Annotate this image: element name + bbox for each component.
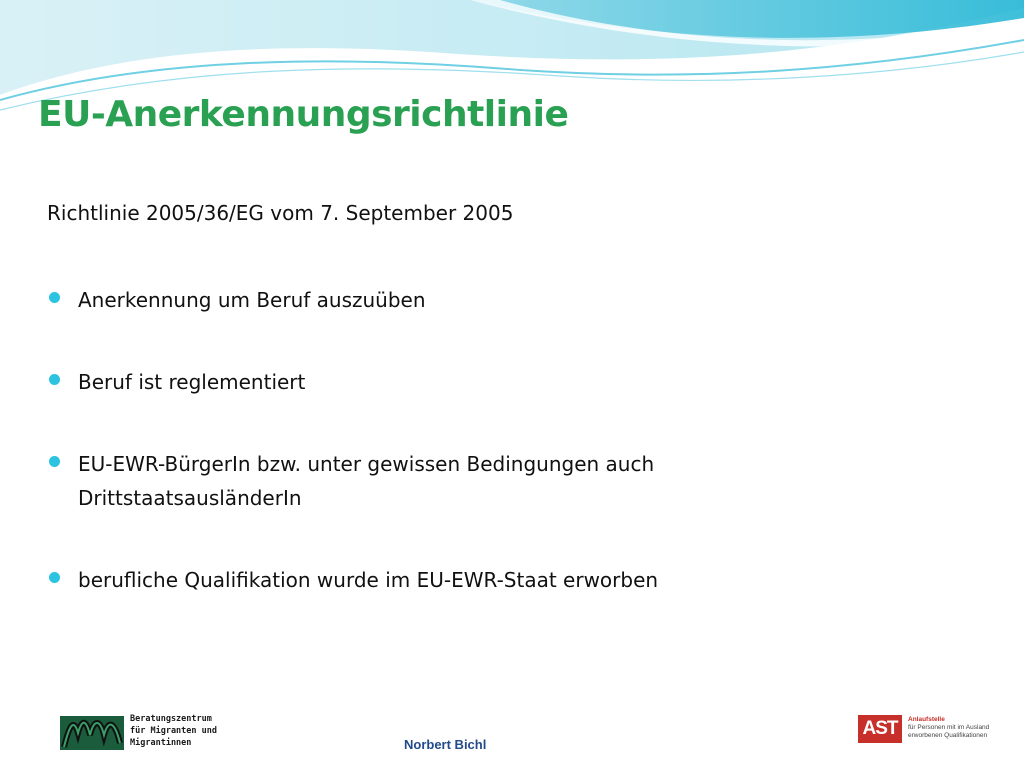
ast-logo (858, 713, 998, 749)
bullet-text: Anerkennung um Beruf auszuüben (78, 288, 426, 312)
bullet-item (47, 283, 426, 317)
bullet-icon (49, 374, 60, 385)
bullet-text: Beruf ist reglementiert (78, 370, 306, 394)
bullet-icon (49, 572, 60, 583)
ast-line: erworbenen Qualifikationen (908, 732, 988, 739)
bullet-item (47, 365, 305, 399)
bullet-item (47, 447, 798, 515)
ast-line: für Personen mit im Ausland (908, 724, 990, 731)
bullet-icon (49, 292, 60, 303)
bullet-item (47, 563, 658, 597)
ast-logo-text (908, 716, 989, 740)
bullet-text: EU-EWR-BürgerIn bzw. unter gewissen Bedingungen auch DrittstaatsausländerIn (78, 452, 655, 510)
bullet-icon (49, 456, 60, 467)
logo-left-text (130, 713, 217, 749)
logo-left-line: Migrantinnen (130, 738, 192, 748)
ast-line: Anlaufstelle (908, 716, 945, 723)
logo-left-line: für Migranten und (130, 726, 217, 736)
beratungszentrum-logo (60, 713, 220, 753)
logo-m-icon (60, 713, 124, 753)
logo-left-line: Beratungszentrum (130, 714, 212, 724)
footer-author: Norbert Bichl (404, 737, 487, 752)
bullet-text: berufliche Qualifikation wurde im EU-EWR-Staat erworben (78, 568, 659, 592)
ast-logo-mark: AST (858, 715, 902, 743)
intro-line: Richtlinie 2005/36/EG vom 7. September 2005 (47, 201, 514, 225)
slide-title: EU-Anerkennungsrichtlinie (38, 94, 569, 135)
